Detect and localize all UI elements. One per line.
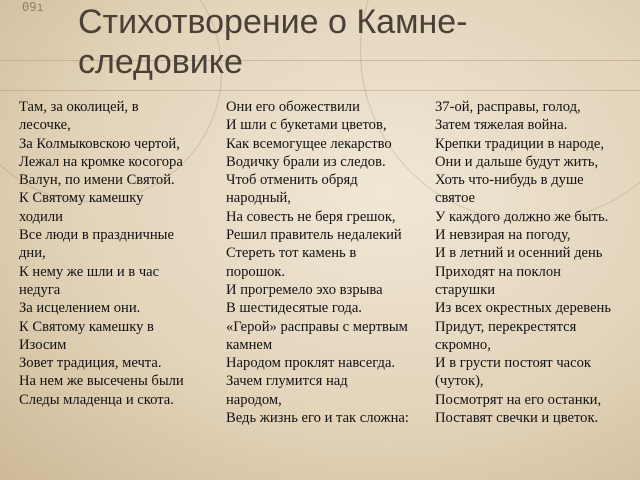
poem-line: скромно, bbox=[435, 336, 491, 353]
poem-line: Затем тяжелая война. bbox=[435, 117, 568, 134]
poem-line: святое bbox=[435, 190, 476, 207]
poem-line: На совесть не беря грешок, bbox=[226, 208, 396, 225]
poem-line: Из всех окрестных деревень bbox=[435, 300, 612, 317]
poem-line: К Святому камешку bbox=[19, 190, 144, 207]
poem-line: К Святому камешку в bbox=[19, 318, 154, 335]
poem-line: И шли с букетами цветов, bbox=[226, 117, 387, 134]
poem-line: В шестидесятые года. bbox=[226, 300, 362, 317]
poem-line: народный, bbox=[226, 190, 291, 207]
poem-line: Они и дальше будут жить, bbox=[435, 153, 599, 170]
poem-line: 37-ой, расправы, голод, bbox=[435, 99, 581, 115]
page-title bbox=[78, 2, 623, 82]
poem-line: Лежал на кромке косогора bbox=[19, 153, 183, 170]
poem-line: За исцелением они. bbox=[19, 300, 141, 317]
poem-line: старушки bbox=[435, 281, 496, 298]
poem-line: И невзирая на погоду, bbox=[435, 227, 571, 244]
poem-line: Народом проклят навсегда. bbox=[226, 355, 396, 372]
poem-line: Как всемогущее лекарство bbox=[226, 135, 392, 152]
poem-column-1 bbox=[19, 98, 217, 409]
title-line-1: Стихотворение о Камне- bbox=[78, 3, 468, 41]
poem-line: Валун, по имени Святой. bbox=[19, 172, 175, 189]
poem-line: У каждого должно же быть. bbox=[435, 208, 609, 225]
poem-line: Приходят на поклон bbox=[435, 263, 561, 280]
poem-line: Там, за околицей, в bbox=[19, 99, 139, 115]
poem-line: Водичку брали из следов. bbox=[226, 153, 386, 170]
poem-column-3 bbox=[435, 98, 635, 427]
poem-line: порошок. bbox=[226, 263, 285, 280]
poem-line: И в летний и осенний день bbox=[435, 245, 603, 262]
poem-line: лесочке, bbox=[19, 117, 71, 134]
poem-line: народом, bbox=[226, 391, 282, 408]
poem-line: На нем же высечены были bbox=[19, 373, 184, 390]
poem-line: Ведь жизнь его и так сложна: bbox=[226, 410, 409, 427]
poem-line: Поставят свечки и цветок. bbox=[435, 410, 599, 427]
poem-line: Они его обожествили bbox=[226, 99, 360, 115]
poem-line: Посмотрят на его останки, bbox=[435, 391, 602, 408]
poem-line: И в грусти постоят часок bbox=[435, 355, 591, 372]
poem-line: Стереть тот камень в bbox=[226, 245, 357, 262]
poem-line: Зачем глумится над bbox=[226, 373, 348, 390]
poem-line: И прогремело эхо взрыва bbox=[226, 281, 383, 298]
poem-line: Изосим bbox=[19, 336, 67, 353]
poem-line: Крепки традиции в народе, bbox=[435, 135, 605, 152]
poem-line: За Колмыковскою чертой, bbox=[19, 135, 180, 152]
poem-line: Придут, перекрестятся bbox=[435, 318, 577, 335]
poem-line: дни, bbox=[19, 245, 46, 262]
poem-line: (чуток), bbox=[435, 373, 484, 390]
poem-column-2 bbox=[226, 98, 431, 427]
poem-line: Следы младенца и скота. bbox=[19, 391, 174, 408]
poem-line: ходили bbox=[19, 208, 63, 225]
poem-line: Чтоб отменить обряд bbox=[226, 172, 358, 189]
decorative-line bbox=[0, 90, 640, 91]
poem-line: Зовет традиция, мечта. bbox=[19, 355, 162, 372]
poem-line: Хоть что-нибудь в душе bbox=[435, 172, 584, 189]
title-line-2: следовике bbox=[78, 43, 243, 81]
corner-mark: 09ı bbox=[22, 0, 44, 14]
poem-line: недуга bbox=[19, 281, 61, 298]
poem-line: Все люди в праздничные bbox=[19, 227, 174, 244]
poem-line: К нему же шли и в час bbox=[19, 263, 160, 280]
poem-line: камнем bbox=[226, 336, 273, 353]
poem-line: Решил правитель недалекий bbox=[226, 227, 402, 244]
poem-line: «Герой» расправы с мертвым bbox=[226, 318, 408, 335]
